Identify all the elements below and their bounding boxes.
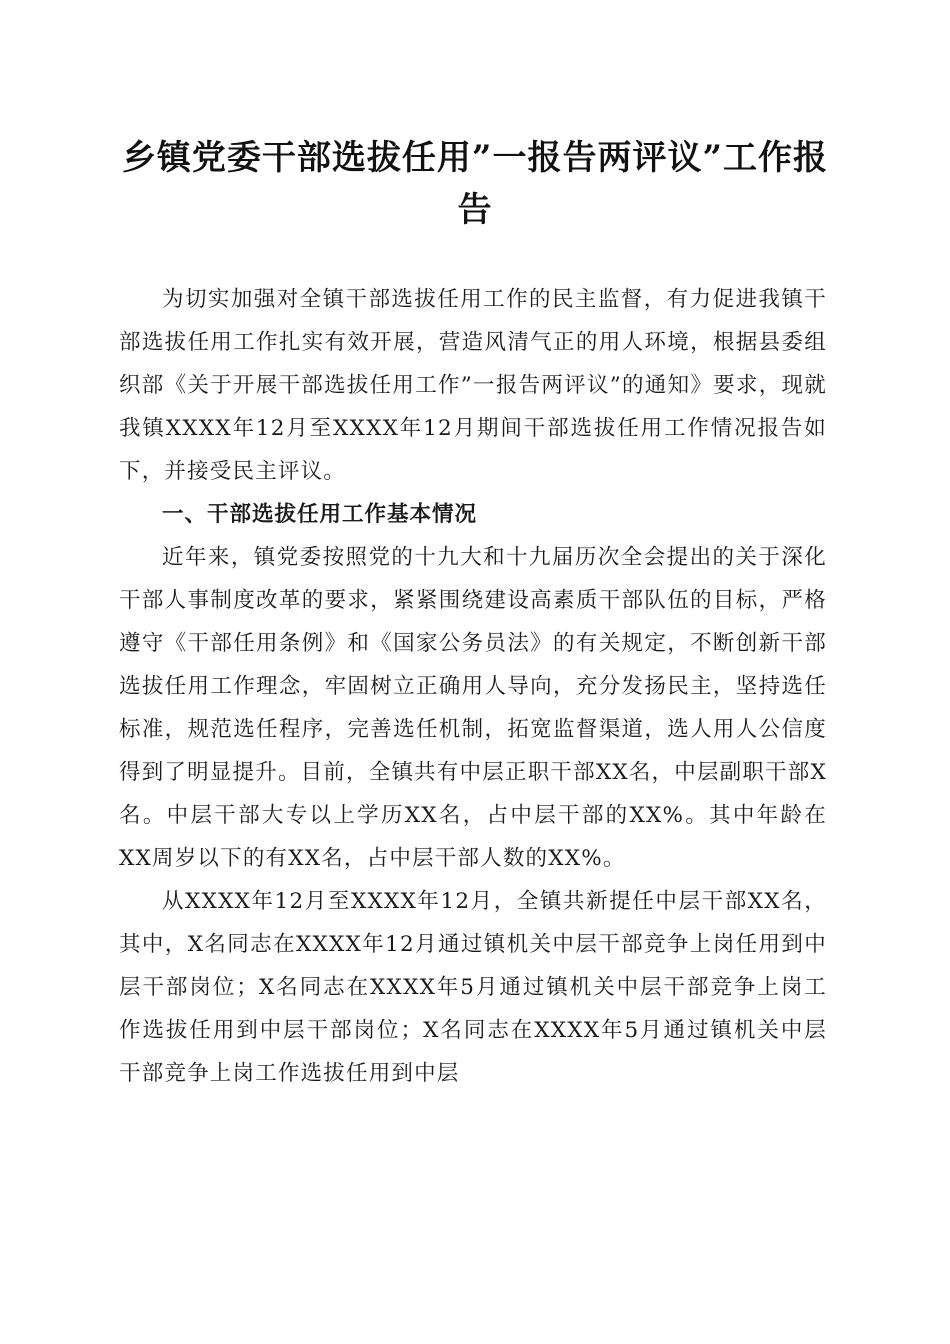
section-heading: 一、干部选拔任用工作基本情况: [162, 502, 478, 527]
document-title: 乡镇党委干部选拔任用”一报告两评议”工作报告: [121, 138, 829, 230]
body-paragraph: 从XXXX年12月至XXXX年12月，全镇共新提任中层干部XX名，其中，X名同志在XXXX年12月通过镇机关中层干部竞争上岗任用到中层干部岗位；X名同志在XXXX年5月通过镇机关中层干部竞争上岗工作选拔任用到中层干部岗位；X名同志在XXXX年5月通过镇机关中层干部竞争上岗工作选拔任用到中层: [119, 889, 827, 1086]
document-body: [119, 278, 827, 1095]
intro-paragraph: 为切实加强对全镇干部选拔任用工作的民主监督，有力促进我镇干部选拔任用工作扎实有效开展，营造风清气正的用人环境，根据县委组织部《关于开展干部选拔任用工作”一报告两评议”的通知》要求，现就我镇XXXX年12月至XXXX年12月期间干部选拔任用工作情况报告如下，并接受民主评议。: [119, 287, 827, 484]
body-paragraph: 近年来，镇党委按照党的十九大和十九届历次全会提出的关于深化干部人事制度改革的要求，紧紧围绕建设高素质干部队伍的目标，严格遵守《干部任用条例》和《国家公务员法》的有关规定，不断创新干部选拔任用工作理念，牢固树立正确用人导向，充分发扬民主，坚持选任标准，规范选任程序，完善选任机制，拓宽监督渠道，选人用人公信度得到了明显提升。目前，全镇共有中层正职干部XX名，中层副职干部X名。中层干部大专以上学历XX名，占中层干部的XX%。其中年龄在XX周岁以下的有XX名，占中层干部人数的XX%。: [119, 545, 827, 871]
